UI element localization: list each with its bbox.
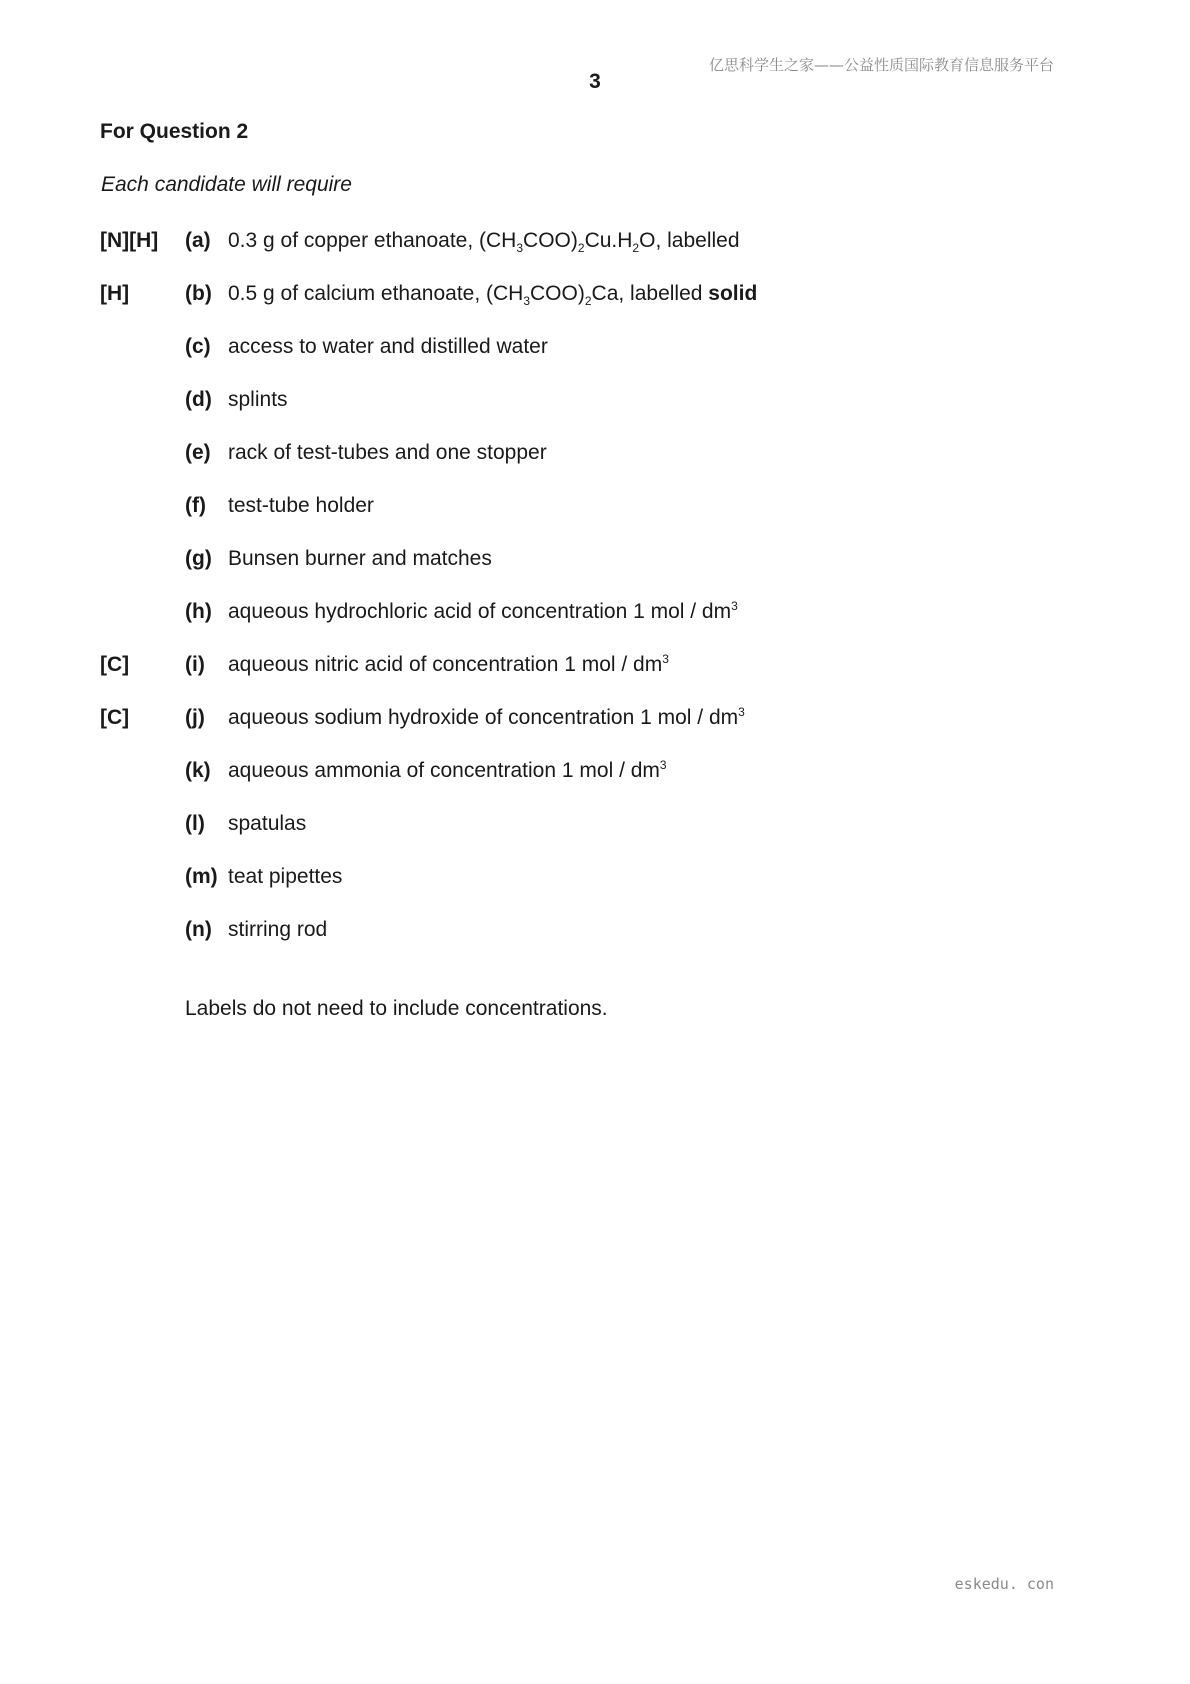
item-letter: (b) <box>185 282 212 305</box>
list-item-j <box>100 703 1100 733</box>
list-item-e <box>100 438 1100 468</box>
list-item-g <box>100 544 1100 574</box>
list-item-c <box>100 332 1100 362</box>
list-item-h <box>100 597 1100 627</box>
item-text: 0.3 g of copper ethanoate, $(CH_3COO)_2Cu.H_2O$, labelled <box>228 229 740 255</box>
item-letter: (d) <box>185 388 212 411</box>
list-item-a <box>100 226 1100 256</box>
item-tag: [C] <box>100 653 130 676</box>
item-letter: (c) <box>185 335 211 358</box>
list-item-m <box>100 862 1100 892</box>
item-letter: (n) <box>185 918 212 941</box>
item-letter: (j) <box>185 706 205 729</box>
item-letter: (k) <box>185 759 211 782</box>
item-text: rack of test-tubes and one stopper <box>228 441 547 464</box>
item-letter: (i) <box>185 653 205 676</box>
item-tag: [H] <box>100 282 130 305</box>
item-text: aqueous sodium hydroxide of concentration 1 mol / $dm^3$ <box>228 705 745 729</box>
item-letter: (f) <box>185 494 206 517</box>
page-number: 3 <box>589 70 601 93</box>
item-text: access to water and distilled water <box>228 335 548 358</box>
item-letter: (a) <box>185 229 211 252</box>
item-text: teat pipettes <box>228 865 343 888</box>
item-text: aqueous ammonia of concentration 1 mol / $dm^3$ <box>228 758 667 782</box>
list-item-f <box>100 491 1100 521</box>
list-item-k <box>100 756 1100 786</box>
item-text: 0.5 g of calcium ethanoate, $(CH_3COO)_2Ca$, labelled solid <box>228 282 758 308</box>
item-letter: (m) <box>185 865 218 888</box>
item-letter: (h) <box>185 600 212 623</box>
labels-note: Labels do not need to include concentrations. <box>185 997 608 1020</box>
item-text: test-tube holder <box>228 494 374 517</box>
item-tag: [N][H] <box>100 229 159 252</box>
list-item-l <box>100 809 1100 839</box>
item-tag: [C] <box>100 706 130 729</box>
item-letter: (g) <box>185 547 212 570</box>
item-text: stirring rod <box>228 918 328 941</box>
question-heading: For Question 2 <box>100 120 249 143</box>
item-text: Bunsen burner and matches <box>228 547 492 570</box>
item-text: spatulas <box>228 812 307 835</box>
intro-text: Each candidate will require <box>101 173 352 196</box>
list-item-n <box>100 915 1100 945</box>
item-text: aqueous nitric acid of concentration 1 mol / $dm^3$ <box>228 652 669 676</box>
item-letter: (l) <box>185 812 205 835</box>
list-item-b <box>100 279 1100 309</box>
list-item-i <box>100 650 1100 680</box>
item-letter: (e) <box>185 441 211 464</box>
item-text: splints <box>228 388 288 411</box>
watermark-text: 亿思科学生之家——公益性质国际教育信息服务平台 <box>708 56 1054 74</box>
footer-watermark: eskedu. con <box>954 1575 1054 1593</box>
item-text: aqueous hydrochloric acid of concentration 1 mol / $dm^3$ <box>228 599 738 623</box>
list-item-d <box>100 385 1100 415</box>
